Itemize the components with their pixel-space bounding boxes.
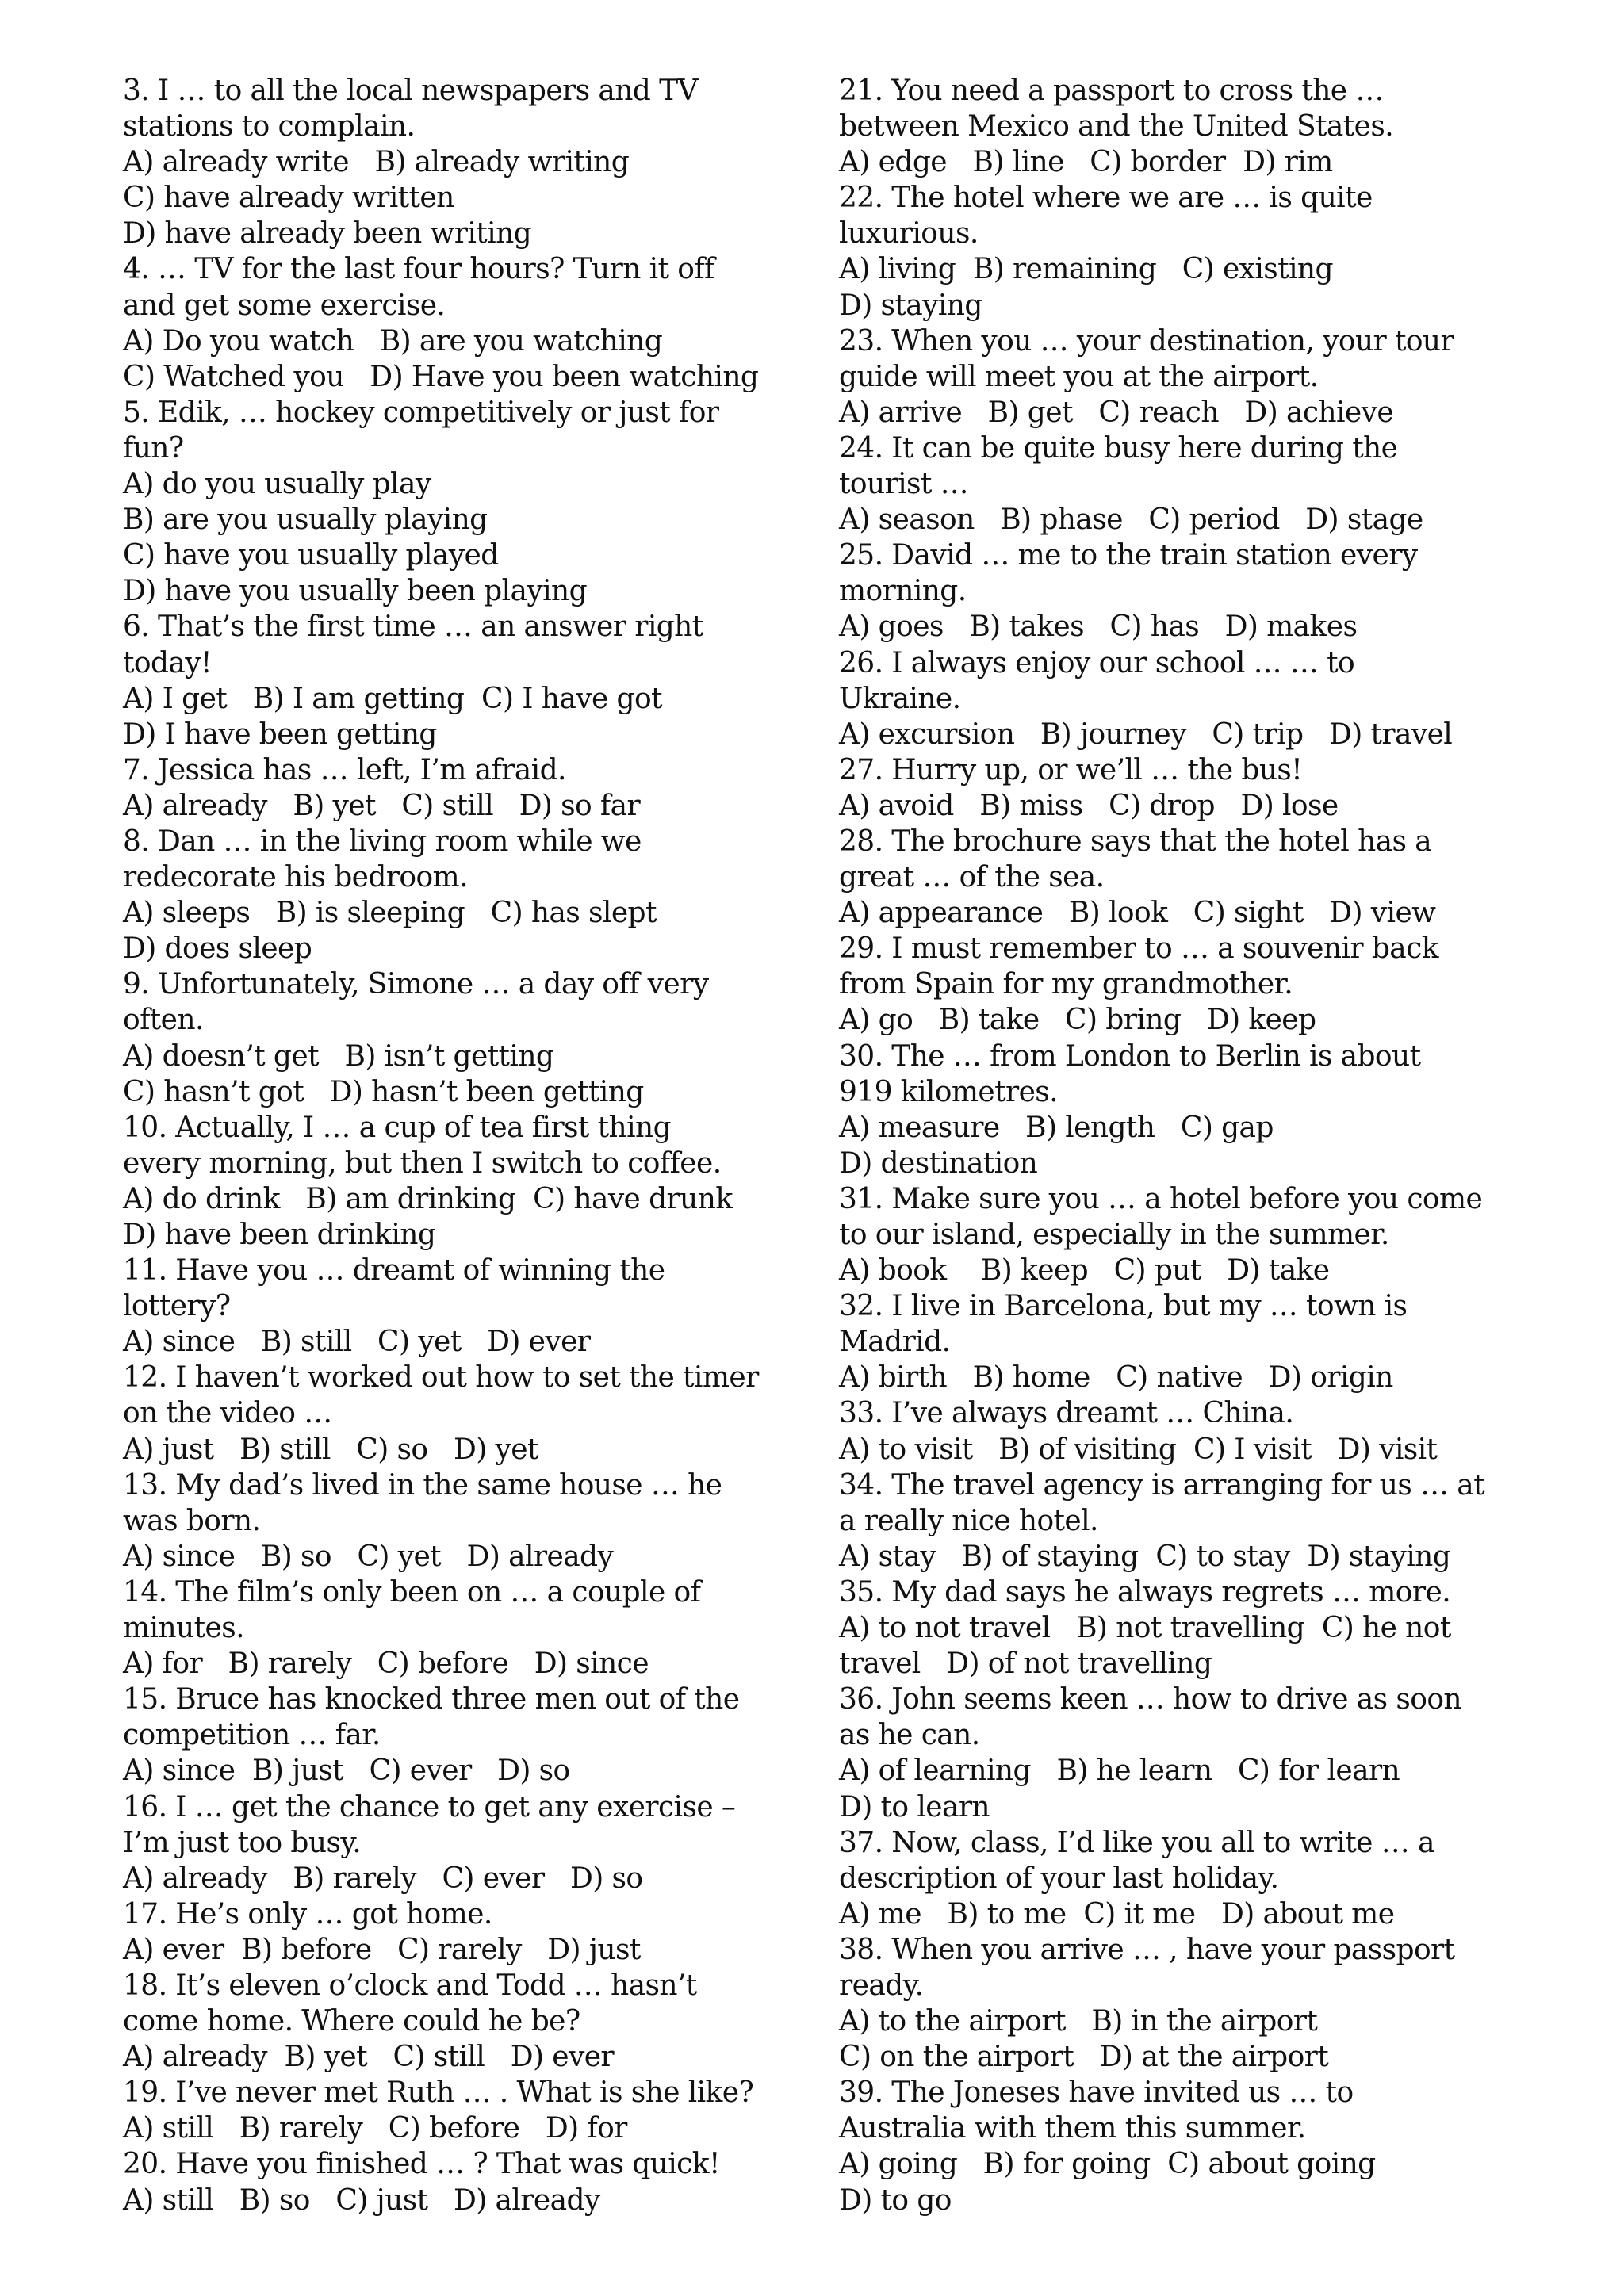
text-line: 919 kilometres. (839, 1075, 1059, 1108)
text-line: from Spain for my grandmother. (839, 968, 1293, 1001)
text-line: redecorate his bedroom. (123, 861, 468, 894)
text-line: A) since B) just C) ever D) so (123, 1755, 570, 1788)
text-line: 27. Hurry up, or we’ll … the bus! (839, 753, 1303, 786)
text-line: D) I have been getting (123, 718, 437, 751)
text-line: as he can. (839, 1719, 980, 1752)
text-line: and get some exercise. (123, 289, 446, 322)
text-line: A) still B) rarely C) before D) for (123, 2112, 627, 2145)
text-line: 9. Unfortunately, Simone … a day off very (123, 968, 709, 1001)
text-line: A) already B) yet C) still D) so far (123, 789, 641, 822)
text-line: A) appearance B) look C) sight D) view (839, 897, 1436, 930)
text-line: Madrid. (839, 1326, 951, 1359)
text-line: A) book B) keep C) put D) take (839, 1254, 1330, 1288)
text-line: 5. Edik, … hockey competitively or just for (123, 396, 719, 429)
text-line: 22. The hotel where we are … is quite (839, 182, 1373, 215)
text-line: 38. When you arrive … , have your passport (839, 1933, 1455, 1966)
text-line: C) Watched you D) Have you been watching (123, 360, 759, 393)
text-line: A) to not travel B) not travelling C) he not (839, 1612, 1451, 1645)
text-line: A) stay B) of staying C) to stay D) staying (839, 1540, 1451, 1573)
text-line: description of your last holiday. (839, 1862, 1279, 1895)
text-line: 21. You need a passport to cross the … (839, 75, 1384, 107)
text-line: C) have already written (123, 182, 454, 215)
right-column (839, 73, 1537, 2218)
text-line: 32. I live in Barcelona, but my … town is (839, 1290, 1408, 1323)
text-line: tourist … (839, 468, 969, 501)
text-line: 33. I’ve always dreamt … China. (839, 1397, 1294, 1430)
text-line: 13. My dad’s lived in the same house … he (123, 1468, 722, 1502)
text-line: 23. When you … your destination, your tour (839, 324, 1454, 358)
text-line: on the video … (123, 1397, 332, 1430)
text-line: 16. I … get the chance to get any exercise – (123, 1790, 736, 1823)
text-line: 19. I’ve never met Ruth … . What is she like? (123, 2076, 754, 2110)
text-line: often. (123, 1004, 204, 1037)
text-line: A) go B) take C) bring D) keep (839, 1004, 1316, 1037)
text-line: great … of the sea. (839, 861, 1105, 894)
text-line: D) destination (839, 1146, 1038, 1180)
text-line: A) edge B) line C) border D) rim (839, 146, 1333, 179)
text-line: 18. It’s eleven o’clock and Todd … hasn’t (123, 1969, 697, 2002)
text-line: Ukraine. (839, 682, 961, 715)
text-line: 6. That’s the first time … an answer right (123, 610, 703, 644)
text-line: 7. Jessica has … left, I’m afraid. (123, 753, 566, 786)
text-line: 25. David … me to the train station every (839, 539, 1418, 572)
text-line: A) going B) for going C) about going (839, 2148, 1376, 2181)
text-line: 11. Have you … dreamt of winning the (123, 1254, 665, 1288)
text-line: 20. Have you finished … ? That was quick! (123, 2148, 720, 2181)
text-line: morning. (839, 575, 967, 608)
text-line: D) does sleep (123, 932, 312, 966)
text-line: A) still B) so C) just D) already (123, 2183, 600, 2217)
text-line: 28. The brochure says that the hotel has a (839, 825, 1432, 858)
text-line: 29. I must remember to … a souvenir back (839, 932, 1438, 966)
text-line: come home. Where could he be? (123, 2005, 580, 2038)
text-line: B) are you usually playing (123, 503, 488, 537)
text-line: 39. The Joneses have invited us … to (839, 2076, 1354, 2110)
text-line: A) doesn’t get B) isn’t getting (123, 1039, 554, 1073)
text-line: I’m just too busy. (123, 1826, 362, 1859)
text-line: A) to visit B) of visiting C) I visit D) visit (839, 1433, 1438, 1466)
text-line: 36. John seems keen … how to drive as soon (839, 1683, 1461, 1716)
text-line: C) have you usually played (123, 539, 499, 572)
text-line: stations to complain. (123, 110, 416, 144)
text-line: A) to the airport B) in the airport (839, 2005, 1318, 2038)
text-line: lottery? (123, 1290, 231, 1323)
text-line: A) already B) yet C) still D) ever (123, 2041, 615, 2074)
text-line: D) staying (839, 289, 982, 322)
text-line: 35. My dad says he always regrets … more. (839, 1575, 1451, 1609)
text-line: A) measure B) length C) gap (839, 1111, 1274, 1144)
text-line: A) Do you watch B) are you watching (123, 324, 663, 358)
text-line: 15. Bruce has knocked three men out of the (123, 1683, 740, 1716)
text-line: A) ever B) before C) rarely D) just (123, 1933, 641, 1966)
text-line: C) hasn’t got D) hasn’t been getting (123, 1075, 644, 1108)
text-line: A) just B) still C) so D) yet (123, 1433, 538, 1466)
text-line: A) avoid B) miss C) drop D) lose (839, 789, 1339, 822)
text-line: travel D) of not travelling (839, 1647, 1212, 1681)
text-line: A) me B) to me C) it me D) about me (839, 1897, 1395, 1931)
text-line: today! (123, 646, 212, 679)
text-line: luxurious. (839, 217, 979, 251)
text-line: guide will meet you at the airport. (839, 360, 1319, 393)
text-line: a really nice hotel. (839, 1504, 1098, 1537)
text-line: D) have already been writing (123, 217, 532, 251)
text-line: D) have you usually been playing (123, 575, 588, 608)
text-line: C) on the airport D) at the airport (839, 2041, 1329, 2074)
text-line: D) to learn (839, 1790, 990, 1823)
text-line: 37. Now, class, I’d like you all to write … a (839, 1826, 1434, 1859)
text-line: 10. Actually, I … a cup of tea first thing (123, 1111, 672, 1144)
text-line: 24. It can be quite busy here during the (839, 431, 1398, 465)
text-line: A) goes B) takes C) has D) makes (839, 610, 1358, 644)
text-line: to our island, especially in the summer. (839, 1219, 1389, 1251)
text-line: A) do you usually play (123, 468, 431, 501)
text-line: 14. The film’s only been on … a couple of (123, 1575, 701, 1609)
text-line: A) I get B) I am getting C) I have got (123, 682, 662, 715)
text-line: 4. … TV for the last four hours? Turn it off (123, 253, 714, 286)
text-line: 26. I always enjoy our school … … to (839, 646, 1355, 679)
text-line: A) sleeps B) is sleeping C) has slept (123, 897, 657, 930)
text-line: A) arrive B) get C) reach D) achieve (839, 396, 1394, 429)
text-line: between Mexico and the United States. (839, 110, 1394, 144)
text-line: D) have been drinking (123, 1219, 436, 1251)
text-line: A) excursion B) journey C) trip D) travel (839, 718, 1453, 751)
text-line: A) birth B) home C) native D) origin (839, 1361, 1393, 1395)
text-line: competition … far. (123, 1719, 381, 1752)
text-line: A) already B) rarely C) ever D) so (123, 1862, 643, 1895)
text-line: A) season B) phase C) period D) stage (839, 503, 1423, 537)
text-line: Australia with them this summer. (839, 2112, 1306, 2145)
text-line: A) already write B) already writing (123, 146, 630, 179)
text-line: ready. (839, 1969, 924, 2002)
text-line: every morning, but then I switch to coffee. (123, 1146, 722, 1180)
text-line: 30. The … from London to Berlin is about (839, 1039, 1421, 1073)
text-line: A) since B) still C) yet D) ever (123, 1326, 591, 1359)
text-line: fun? (123, 431, 184, 465)
text-line: 12. I haven’t worked out how to set the timer (123, 1361, 759, 1395)
text-line: A) for B) rarely C) before D) since (123, 1647, 649, 1681)
text-line: 31. Make sure you … a hotel before you come (839, 1182, 1483, 1215)
text-line: A) of learning B) he learn C) for learn (839, 1755, 1400, 1788)
text-line: D) to go (839, 2183, 952, 2217)
text-line: 17. He’s only … got home. (123, 1897, 492, 1931)
text-line: A) since B) so C) yet D) already (123, 1540, 614, 1573)
text-line: 34. The travel agency is arranging for us … at (839, 1468, 1485, 1502)
text-line: 3. I … to all the local newspapers and TV (123, 75, 698, 107)
text-line: minutes. (123, 1612, 244, 1645)
text-line: A) do drink B) am drinking C) have drunk (123, 1182, 733, 1215)
text-line: A) living B) remaining C) existing (839, 253, 1333, 286)
left-column (123, 73, 837, 2218)
text-line: was born. (123, 1504, 261, 1537)
text-line: 8. Dan … in the living room while we (123, 825, 642, 858)
